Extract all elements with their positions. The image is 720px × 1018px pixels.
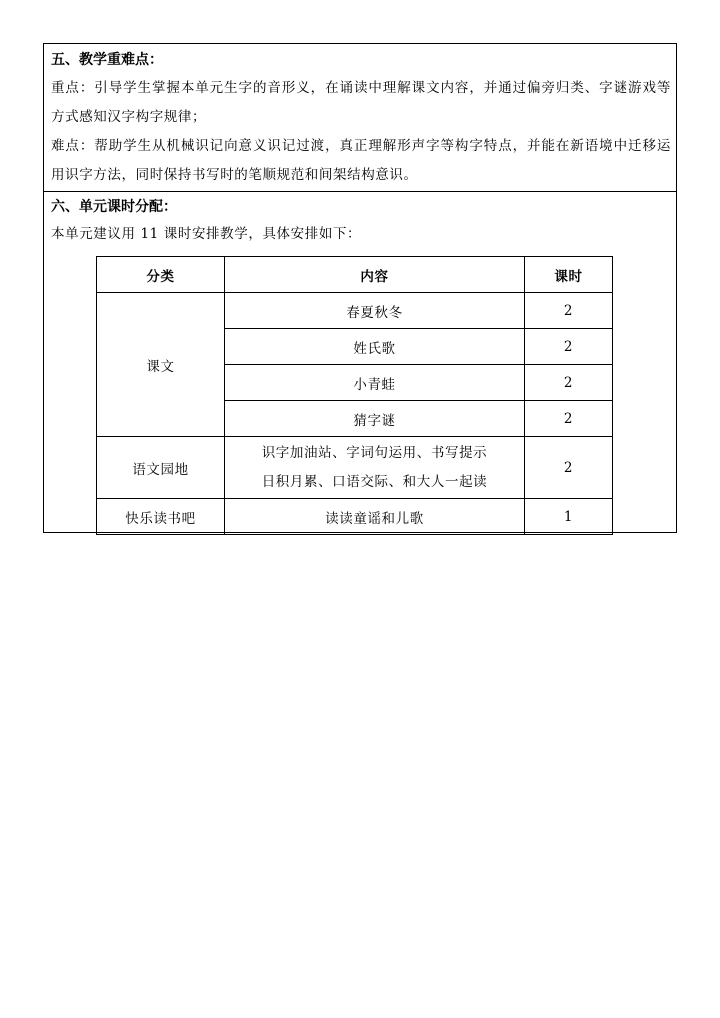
header-hours: 课时 [525, 257, 613, 293]
hours-cell: 2 [525, 365, 613, 401]
content-cell: 春夏秋冬 [225, 293, 525, 329]
hours-cell: 2 [525, 437, 613, 499]
table-row [97, 437, 613, 499]
content-cell: 姓氏歌 [225, 329, 525, 365]
table-header-row [97, 257, 613, 293]
hours-cell: 2 [525, 293, 613, 329]
content-cell: 读读童谣和儿歌 [225, 499, 525, 535]
category-cell: 语文园地 [97, 437, 225, 499]
section5-heading: 五、教学重难点： [51, 52, 163, 68]
content-cell: 猜字谜 [225, 401, 525, 437]
hours-cell: 1 [525, 499, 613, 535]
allocation-intro-text: 本单元建议用 11 课时安排教学，具体安排如下： [51, 226, 362, 242]
content-cell: 小青蛙 [225, 365, 525, 401]
difficult-point-text: 难点：帮助学生从机械识记向意义识记过渡，真正理解形声字等构字特点，并能在新语境中迁移运用识字方法，同时保持书写时的笔顺规范和间架结构意识。 [51, 138, 671, 183]
section6-heading: 六、单元课时分配： [51, 199, 177, 215]
lesson-allocation-table [96, 256, 613, 535]
key-point-text: 重点：引导学生掌握本单元生字的音形义，在诵读中理解课文内容，并通过偏旁归类、字谜游戏等方式感知汉字构字规律； [51, 80, 671, 125]
category-cell: 快乐读书吧 [97, 499, 225, 535]
content-line: 日积月累、口语交际、和大人一起读 [261, 473, 488, 490]
content-line: 识字加油站、字词句运用、书写提示 [261, 444, 488, 461]
hours-cell: 2 [525, 329, 613, 365]
section-lesson-allocation [44, 192, 676, 534]
content-cell [225, 437, 525, 499]
section-key-difficult-points [44, 44, 676, 192]
table-row [97, 499, 613, 535]
document-outer-table [43, 43, 677, 533]
hours-cell: 2 [525, 401, 613, 437]
header-content: 内容 [225, 257, 525, 293]
header-category: 分类 [97, 257, 225, 293]
table-row [97, 293, 613, 329]
category-cell: 课文 [97, 293, 225, 437]
